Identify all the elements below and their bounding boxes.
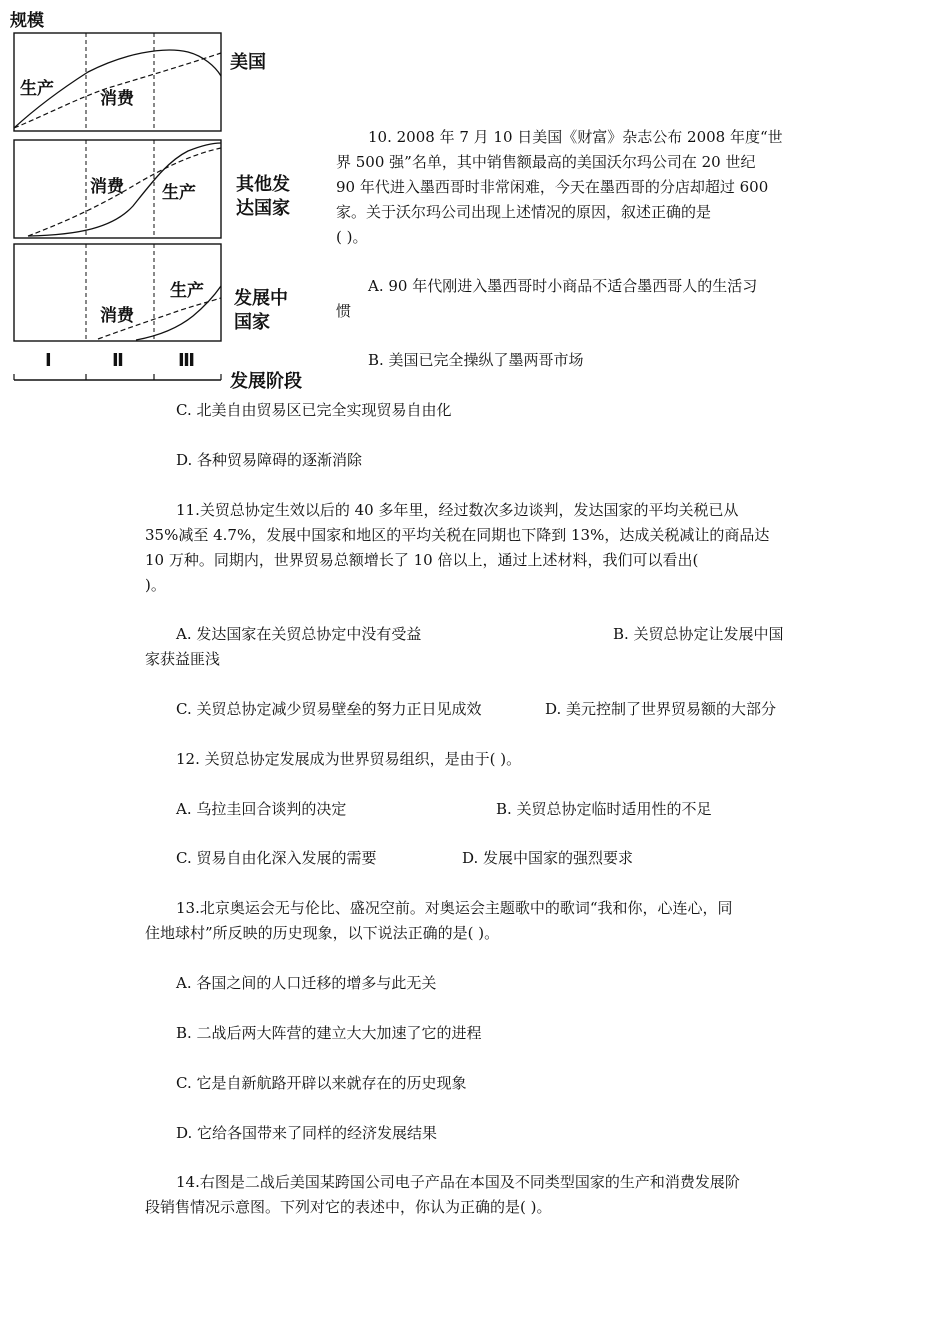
q11-option-b-cont: 家获益匪浅 — [145, 650, 221, 668]
country-label: 国家 — [234, 312, 270, 333]
text-line: 90 年代进入墨西哥时非常闲难，今天在墨西哥的分店却超过 600 — [336, 178, 769, 196]
country-label: 发展中 — [234, 288, 288, 309]
q10-option-c: C. 北美自由贸易区已完全实现贸易自由化 — [176, 401, 452, 419]
q13-option-b: B. 二战后两大阵营的建立大大加速了它的进程 — [176, 1024, 482, 1042]
stage-label: Ⅱ — [112, 350, 124, 371]
q13-option-d: D. 它给各国带来了同样的经济发展结果 — [176, 1124, 438, 1142]
text-line: ( )。 — [336, 228, 368, 246]
production-label: 生产 — [20, 79, 54, 99]
q14-stem — [145, 1170, 740, 1220]
text-line: 11.关贸总协定生效以后的 40 多年里，经过数次多边谈判，发达国家的平均关税已从 — [176, 501, 739, 519]
q10-option-d: D. 各种贸易障碍的逐渐消除 — [176, 451, 363, 469]
stage-label: Ⅲ — [178, 350, 196, 371]
q11-stem — [145, 498, 769, 598]
panel-other-developed — [14, 140, 290, 238]
text-line: 13.北京奥运会无与伦比、盛况空前。对奥运会主题歌中的歌词“我和你，心连心，同 — [176, 899, 733, 917]
q11-option-a: A. 发达国家在关贸总协定中没有受益 — [176, 625, 422, 643]
stage-axis — [14, 350, 302, 390]
consumption-label: 消费 — [100, 89, 134, 109]
text-line: 家。关于沃尔玛公司出现上述情况的原因，叙述正确的是 — [336, 203, 712, 221]
text-line: 惯 — [336, 302, 352, 320]
text-line: 10 万种。同期内，世界贸易总额增长了 10 倍以上，通过上述材料，我们可以看出( — [145, 551, 699, 569]
q10-option-b: B. 美国已完全操纵了墨两哥市场 — [368, 351, 584, 369]
country-label: 美国 — [230, 52, 266, 73]
y-axis-label: 规模 — [10, 11, 44, 31]
panel-developing — [14, 244, 288, 341]
consumption-label: 消费 — [90, 177, 124, 197]
q12-option-a: A. 乌拉圭回合谈判的决定 — [176, 800, 347, 818]
country-label: 其他发 — [236, 174, 290, 195]
consumption-label: 消费 — [100, 306, 134, 326]
text-line: 段销售情况示意图。下列对它的表述中，你认为正确的是( )。 — [145, 1198, 552, 1216]
text-line: 10. 2008 年 7 月 10 日美国《财富》杂志公布 2008 年度“世 — [368, 128, 783, 146]
q11-option-d: D. 美元控制了世界贸易额的大部分 — [545, 700, 777, 718]
production-label: 生产 — [170, 281, 204, 301]
text-line: 界 500 强”名单，其中销售额最高的美国沃尔玛公司在 20 世纪 — [336, 153, 756, 171]
q13-option-c: C. 它是自新航路开辟以来就存在的历史现象 — [176, 1074, 467, 1092]
text-line: 14.右图是二战后美国某跨国公司电子产品在本国及不同类型国家的生产和消费发展阶 — [176, 1173, 740, 1191]
q12-option-b: B. 关贸总协定临时适用性的不足 — [496, 800, 712, 818]
production-consumption-diagram — [8, 6, 328, 390]
q10-stem — [336, 125, 783, 250]
q13-option-a: A. 各国之间的人口迁移的增多与此无关 — [176, 974, 437, 992]
q12-option-d: D. 发展中国家的强烈要求 — [462, 849, 634, 867]
text-line: )。 — [145, 576, 166, 594]
production-label: 生产 — [162, 183, 196, 203]
q12-stem: 12. 关贸总协定发展成为世界贸易组织，是由于( )。 — [176, 750, 522, 768]
q11-option-c: C. 关贸总协定减少贸易壁垒的努力正日见成效 — [176, 700, 482, 718]
panel-usa — [14, 33, 266, 131]
x-axis-label: 发展阶段 — [230, 371, 302, 390]
country-label: 达国家 — [236, 198, 290, 219]
q11-option-b: B. 关贸总协定让发展中国 — [613, 625, 784, 643]
text-line: 住地球村”所反映的历史现象，以下说法正确的是( )。 — [145, 924, 500, 942]
q13-stem — [145, 896, 733, 946]
q10-option-a — [336, 274, 757, 324]
stage-label: Ⅰ — [45, 350, 52, 371]
text-line: 35%减至 4.7%，发展中国家和地区的平均关税在同期也下降到 13%，达成关税减让的商品达 — [145, 526, 770, 544]
text-line: A. 90 年代刚进入墨西哥时小商品不适合墨西哥人的生活习 — [368, 277, 758, 295]
q12-option-c: C. 贸易自由化深入发展的需要 — [176, 849, 377, 867]
